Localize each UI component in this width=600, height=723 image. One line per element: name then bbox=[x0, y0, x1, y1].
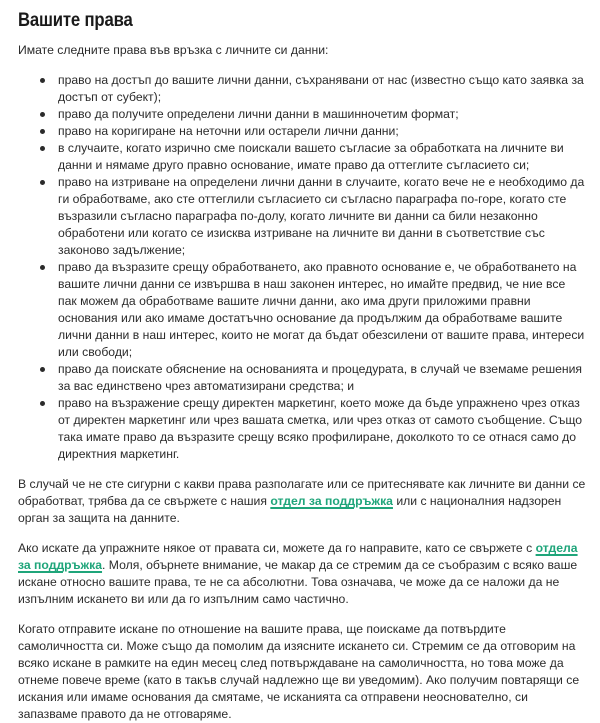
list-item: право да поискате обяснение на основанията и процедурата, в случай че вземаме решения за вас единствено чрез автоматизирани средства; и bbox=[40, 361, 586, 395]
identity-verification-paragraph: Когато отправите искане по отношение на вашите права, ще поискаме да потвърдите самоличността си. Може също да помолим да изясните искането си. Стремим се да отговорим на всяко искане в рамките на един месец след потвърждаване на самоличността, но това може да отнеме повече време (като в такъв случай надлежно ще ви уведомим). Ако получим повтарящи се искания или имаме основания да смятаме, че исканията са отправени неоснователно, си запазваме правото да не отговаряме. bbox=[18, 622, 580, 721]
paragraph-text: или с националния надзорен орган за защита на данните. bbox=[18, 494, 562, 525]
page-title: Вашите права bbox=[18, 10, 133, 31]
paragraph-text: . Моля, обърнете внимание, че макар да се стремим да се съобразим с всяко ваше искане относно вашите права, те не са абсолютни. Това означава, че може да се наложи да не изпълним искането ви или да го изпълним само частично. bbox=[18, 558, 578, 606]
list-item: право на достъп до вашите лични данни, съхранявани от нас (известно също като заявка за достъп от субект); bbox=[40, 72, 586, 106]
rights-list bbox=[18, 72, 586, 463]
support-department-link[interactable]: отдел за поддръжка bbox=[270, 494, 393, 508]
list-item: право на изтриване на определени лични данни в случаите, когато вече не е необходимо да ги обработваме, ако сте оттеглили съгласието си съгласно параграфа по-горе, когато сте възразили съгласно параграфа по-долу, когато личните ви данни са били незаконно обработени или когато се изисква изтриване на личните ви данни в съответствие със законово задължение; bbox=[40, 174, 586, 259]
intro-paragraph: Имате следните права във връзка с личните си данни: bbox=[18, 43, 329, 57]
support-contact-paragraph bbox=[18, 476, 586, 527]
list-item: право на възражение срещу директен маркетинг, което може да бъде упражнено чрез отказ от директен маркетинг или чрез вашата сметка, или чрез отказ от самото съобщение. Също така имате право да възразите срещу всяко профилиране, доколкото то се отнася само до директния маркетинг. bbox=[40, 395, 586, 463]
list-item: право да получите определени лични данни в машинночетим формат; bbox=[40, 106, 586, 123]
list-item: в случаите, когато изрично сме поискали вашето съгласие за обработката на личните ви данни и нямаме друго правно основание, имате право да оттеглите съгласието си; bbox=[40, 140, 586, 174]
list-item: право на коригиране на неточни или остарели лични данни; bbox=[40, 123, 586, 140]
list-item: право да възразите срещу обработването, ако правното основание е, че обработването на вашите лични данни се извършва в наш законен интерес, но имайте предвид, че ние все пак можем да обработваме вашите лични данни, ако има други приложими правни основания или ако имаме достатъчно основание да продължим да обработваме вашите лични данни в наш интерес, които не могат да бъдат обезсилени от вашите права, интереси или свободи; bbox=[40, 259, 586, 361]
support-department-link[interactable]: отдела за поддръжка bbox=[18, 541, 578, 572]
paragraph-text: Ако искате да упражните някое от правата си, можете да го направите, като се свържете с bbox=[18, 541, 536, 555]
paragraph-text: В случай че не сте сигурни с какви права разполагате или се притеснявате как личните ви данни се обработват, трябва да се свържете с нашия bbox=[18, 477, 586, 508]
exercise-rights-paragraph bbox=[18, 540, 586, 608]
